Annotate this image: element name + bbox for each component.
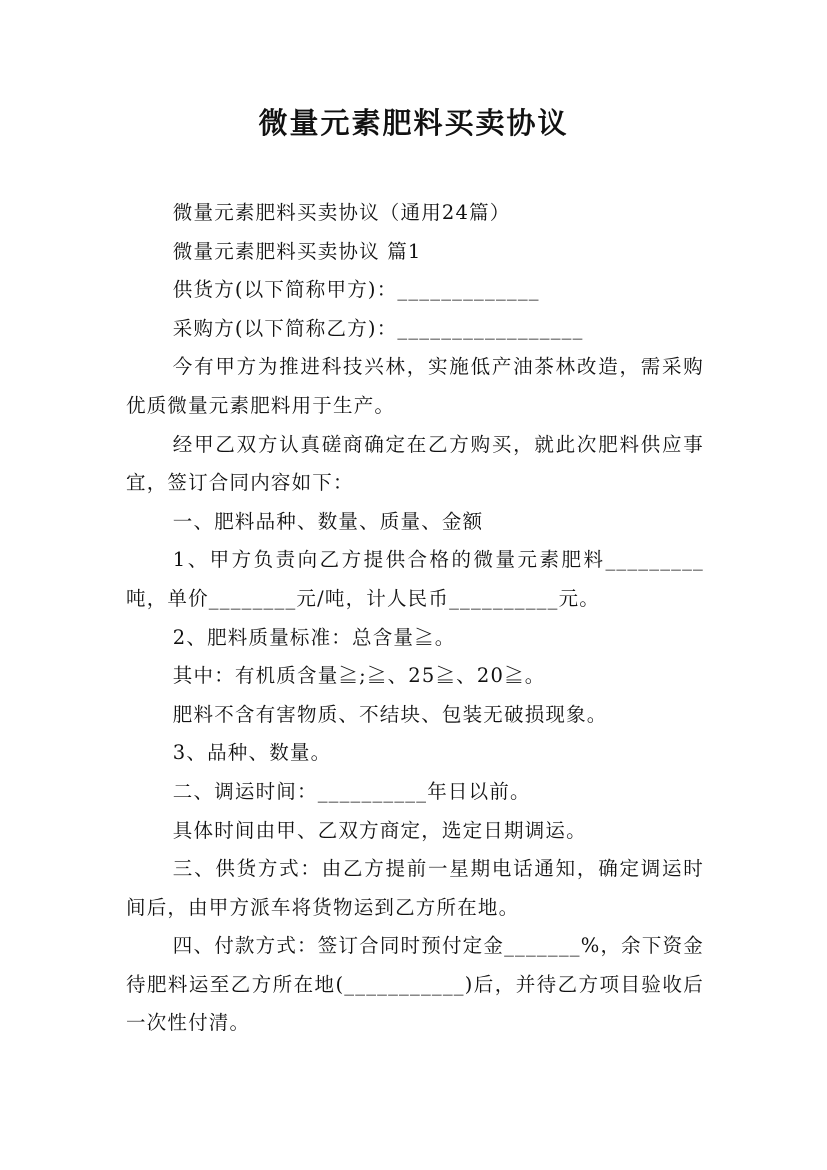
paragraph-section-heading: 微量元素肥料买卖协议 篇1 <box>172 239 422 263</box>
paragraph-clause-1-3: 3、品种、数量。 <box>172 741 332 765</box>
paragraph-clause-1-2-detail: 其中：有机质含量≧;≧、25≧、20≧。 <box>172 664 546 688</box>
paragraph-subtitle: 微量元素肥料买卖协议（通用24篇） <box>172 201 511 224</box>
paragraph-clause-1-heading: 一、肥料品种、数量、质量、金额 <box>172 509 484 533</box>
paragraph-clause-2: 二、调运时间：__________年日以前。 <box>172 779 531 803</box>
document-body <box>126 194 704 1043</box>
paragraph-clause-1-1: 1、甲方负责向乙方提供合格的微量元素肥料_________吨，单价________元/吨，计人民币__________元。 <box>126 548 704 610</box>
paragraph-clause-3: 三、供货方式：由乙方提前一星期电话通知，确定调运时间后，由甲方派车将货物运到乙方所在地。 <box>126 857 704 919</box>
paragraph-clause-4: 四、付款方式：签订合同时预付定金_______%，余下资金待肥料运至乙方所在地(___________)后，并待乙方项目验收后一次性付清。 <box>126 934 704 1035</box>
paragraph-supplier: 供货方(以下简称甲方)：_____________ <box>172 278 540 302</box>
paragraph-purchaser: 采购方(以下简称乙方)：_________________ <box>172 316 584 340</box>
paragraph-clause-1-2: 2、肥料质量标准：总含量≧。 <box>172 625 456 649</box>
paragraph-clause-2-detail: 具体时间由甲、乙双方商定，选定日期调运。 <box>172 818 587 842</box>
paragraph-clause-1-2-quality: 肥料不含有害物质、不结块、包装无破损现象。 <box>172 702 608 726</box>
document-title: 微量元素肥料买卖协议 <box>258 106 569 140</box>
paragraph-negotiation: 经甲乙双方认真磋商确定在乙方购买，就此次肥料供应事宜，签订合同内容如下： <box>126 432 704 495</box>
paragraph-purpose: 今有甲方为推进科技兴林，实施低产油茶林改造，需采购优质微量元素肥料用于生产。 <box>126 355 704 417</box>
